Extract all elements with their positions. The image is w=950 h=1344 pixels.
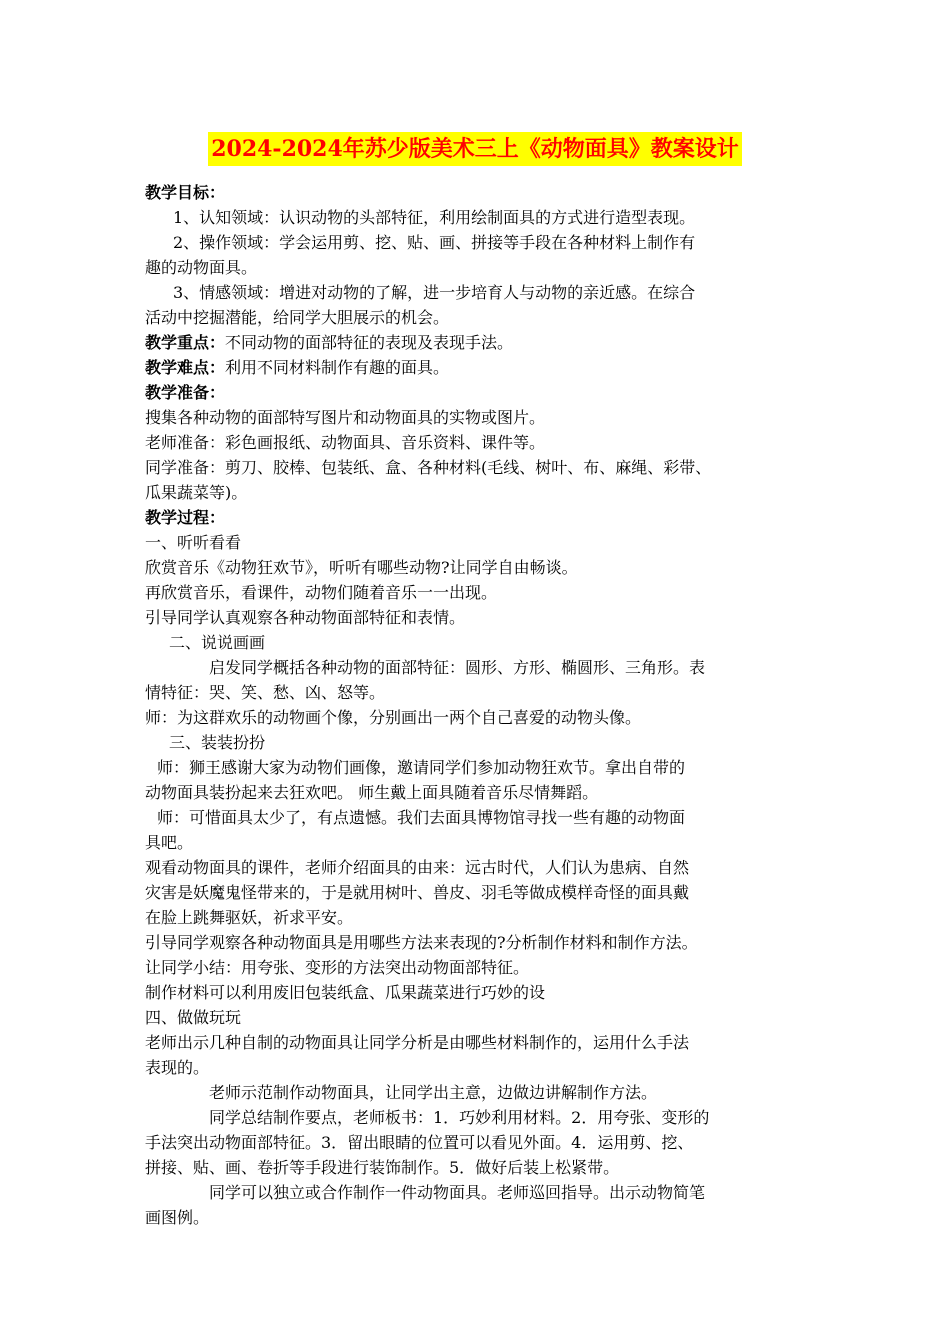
document-title: 2024-2024年苏少版美术三上《动物面具》教案设计 xyxy=(208,132,742,166)
paragraph-line: 同学可以独立或合作制作一件动物面具。老师巡回指导。出示动物简笔 xyxy=(209,1183,706,1202)
paragraph-line: 师：为这群欢乐的动物画个像，分别画出一两个自己喜爱的动物头像。 xyxy=(145,708,642,727)
label: 教学过程： xyxy=(145,508,226,527)
paragraph-line: 让同学小结：用夸张、变形的方法突出动物面部特征。 xyxy=(145,958,530,977)
paragraph-line: 引导同学认真观察各种动物面部特征和表情。 xyxy=(145,608,466,627)
paragraph-line: 动物面具装扮起来去狂欢吧。 师生戴上面具随着音乐尽情舞蹈。 xyxy=(145,783,599,802)
step-heading: 三、装装扮扮 xyxy=(169,733,266,752)
paragraph-line: 同学总结制作要点，老师板书：1．巧妙利用材料。2．用夸张、变形的 xyxy=(209,1108,710,1127)
paragraph-line: 欣赏音乐《动物狂欢节》，听听有哪些动物?让同学自由畅谈。 xyxy=(145,558,578,577)
paragraph-line: 拼接、贴、画、卷折等手段进行装饰制作。5．做好后装上松紧带。 xyxy=(145,1158,620,1177)
paragraph-line: 瓜果蔬菜等)。 xyxy=(145,483,248,502)
difficulty-line: 教学难点：利用不同材料制作有趣的面具。 xyxy=(145,358,450,377)
paragraph-line: 画图例。 xyxy=(145,1208,210,1227)
paragraph-line: 活动中挖掘潜能，给同学大胆展示的机会。 xyxy=(145,308,450,327)
section-heading-process xyxy=(145,505,805,530)
section-heading-preparation xyxy=(145,380,805,405)
paragraph-line: 引导同学观察各种动物面具是用哪些方法来表现的?分析制作材料和制作方法。 xyxy=(145,933,698,952)
paragraph-line: 老师准备：彩色画报纸、动物面具、音乐资料、课件等。 xyxy=(145,433,546,452)
step-heading: 一、听听看看 xyxy=(145,533,242,552)
paragraph-line: 再欣赏音乐，看课件，动物们随着音乐一一出现。 xyxy=(145,583,498,602)
paragraph-line: 师：可惜面具太少了，有点遗憾。我们去面具博物馆寻找一些有趣的动物面 xyxy=(157,808,686,827)
paragraph-line: 在脸上跳舞驱妖，祈求平安。 xyxy=(145,908,354,927)
paragraph-line: 具吧。 xyxy=(145,833,194,852)
label: 教学目标： xyxy=(145,183,226,202)
step-heading: 二、说说画画 xyxy=(169,633,266,652)
label: 教学重点： xyxy=(145,333,226,352)
paragraph-line: 搜集各种动物的面部特写图片和动物面具的实物或图片。 xyxy=(145,408,546,427)
paragraph-line: 情特征：哭、笑、愁、凶、怒等。 xyxy=(145,683,386,702)
paragraph-line: 师：狮王感谢大家为动物们画像，邀请同学们参加动物狂欢节。拿出自带的 xyxy=(157,758,686,777)
paragraph-line: 老师出示几种自制的动物面具让同学分析是由哪些材料制作的，运用什么手法 xyxy=(145,1033,690,1052)
paragraph-line: 3、情感领域：增进对动物的了解，进一步培育人与动物的亲近感。在综合 xyxy=(173,283,696,302)
paragraph-line: 灾害是妖魔鬼怪带来的，于是就用树叶、兽皮、羽毛等做成模样奇怪的面具戴 xyxy=(145,883,690,902)
paragraph-line: 趣的动物面具。 xyxy=(145,258,258,277)
paragraph-line: 2、操作领域：学会运用剪、挖、贴、画、拼接等手段在各种材料上制作有 xyxy=(173,233,696,252)
label: 教学准备： xyxy=(145,383,226,402)
step-heading: 四、做做玩玩 xyxy=(145,1008,242,1027)
document-page xyxy=(145,132,805,1230)
section-heading-objectives xyxy=(145,180,805,205)
paragraph-line: 启发同学概括各种动物的面部特征：圆形、方形、椭圆形、三角形。表 xyxy=(209,658,706,677)
key-point-line: 教学重点：不同动物的面部特征的表现及表现手法。 xyxy=(145,333,514,352)
paragraph-line: 观看动物面具的课件，老师介绍面具的由来：远古时代，人们认为患病、自然 xyxy=(145,858,690,877)
paragraph-line: 制作材料可以利用废旧包装纸盒、瓜果蔬菜进行巧妙的设 xyxy=(145,983,546,1002)
label: 教学难点： xyxy=(145,358,226,377)
paragraph-line: 表现的。 xyxy=(145,1058,210,1077)
paragraph-line: 手法突出动物面部特征。3．留出眼睛的位置可以看见外面。4．运用剪、挖、 xyxy=(145,1133,694,1152)
paragraph-line: 老师示范制作动物面具，让同学出主意，边做边讲解制作方法。 xyxy=(209,1083,658,1102)
paragraph-line: 1、认知领域：认识动物的头部特征，利用绘制面具的方式进行造型表现。 xyxy=(173,208,696,227)
paragraph-line: 同学准备：剪刀、胶棒、包装纸、盒、各种材料(毛线、树叶、布、麻绳、彩带、 xyxy=(145,458,712,477)
title-container xyxy=(145,132,805,166)
